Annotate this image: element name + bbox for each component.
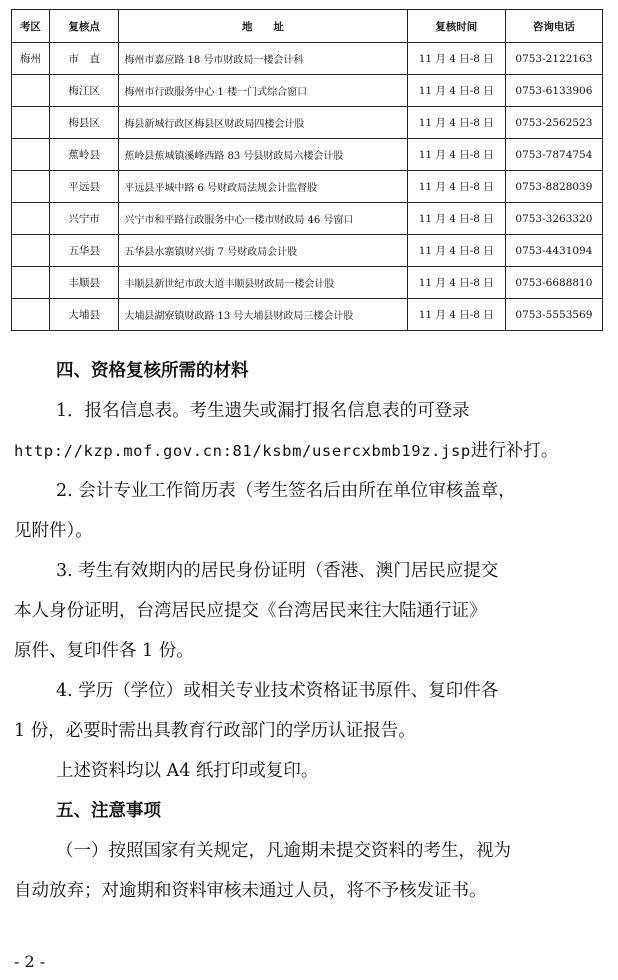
cell-address: 梅州市行政服务中心 1 楼一门式综合窗口 bbox=[119, 75, 407, 107]
cell-address: 兴宁市和平路行政服务中心一楼市财政局 46 号窗口 bbox=[119, 203, 407, 235]
cell-address: 梅县新城行政区梅县区财政局四楼会计股 bbox=[119, 107, 407, 139]
table-row bbox=[12, 235, 603, 267]
cell-point: 蕉岭县 bbox=[49, 139, 119, 171]
header-point: 复核点 bbox=[49, 10, 119, 43]
notice-p1-line2: 自动放弃；对逾期和资料审核未通过人员，将不予核发证书。 bbox=[14, 881, 487, 901]
cell-area bbox=[12, 299, 50, 331]
cell-phone: 0753-6133906 bbox=[505, 75, 602, 107]
header-phone: 咨询电话 bbox=[505, 10, 602, 43]
cell-phone: 0753-7874754 bbox=[505, 139, 602, 171]
item2-line1: 2. 会计专业工作简历表（考生签名后由所在单位审核盖章， bbox=[56, 481, 516, 501]
cell-area bbox=[12, 267, 50, 299]
header-area: 考区 bbox=[12, 10, 50, 43]
cell-phone: 0753-5553569 bbox=[505, 299, 602, 331]
cell-address: 蕉岭县蕉城镇溪峰西路 83 号县财政局六楼会计股 bbox=[119, 139, 407, 171]
cell-point: 梅县区 bbox=[49, 107, 119, 139]
item3-line2: 本人身份证明，台湾居民应提交《台湾居民来往大陆通行证》 bbox=[14, 601, 487, 621]
item1-suffix: 进行补打。 bbox=[470, 441, 559, 461]
cell-area bbox=[12, 107, 50, 139]
review-points-table bbox=[11, 9, 603, 331]
header-time: 复核时间 bbox=[407, 10, 505, 43]
cell-address: 五华县水寨镇财兴街 7 号财政局会计股 bbox=[119, 235, 407, 267]
cell-phone: 0753-3263320 bbox=[505, 203, 602, 235]
notice-p1-line1: （一）按照国家有关规定，凡逾期未提交资料的考生，视为 bbox=[56, 841, 511, 861]
document-body bbox=[14, 351, 606, 911]
cell-point: 丰顺县 bbox=[49, 267, 119, 299]
table-row bbox=[12, 299, 603, 331]
table-row bbox=[12, 171, 603, 203]
cell-time: 11 月 4 日-8 日 bbox=[407, 107, 505, 139]
cell-address: 平远县平城中路 6 号财政局法规会计监督股 bbox=[119, 171, 407, 203]
item4-line1: 4. 学历（学位）或相关专业技术资格证书原件、复印件各 bbox=[56, 681, 499, 701]
cell-point: 五华县 bbox=[49, 235, 119, 267]
cell-area bbox=[12, 171, 50, 203]
table-row bbox=[12, 203, 603, 235]
materials-note: 上述资料均以 A4 纸打印或复印。 bbox=[56, 761, 319, 781]
item2-line2: 见附件）。 bbox=[14, 521, 93, 541]
section5-heading: 五、注意事项 bbox=[56, 801, 161, 821]
cell-time: 11 月 4 日-8 日 bbox=[407, 43, 505, 75]
cell-point: 大埔县 bbox=[49, 299, 119, 331]
table-row bbox=[12, 267, 603, 299]
cell-address: 大埔县湖寮镇财政路 13 号大埔县财政局三楼会计股 bbox=[119, 299, 407, 331]
cell-area bbox=[12, 203, 50, 235]
table-header-row bbox=[12, 10, 603, 43]
header-address: 地 址 bbox=[119, 10, 407, 43]
cell-area bbox=[12, 75, 50, 107]
cell-phone: 0753-4431094 bbox=[505, 235, 602, 267]
cell-phone: 0753-6688810 bbox=[505, 267, 602, 299]
table-row bbox=[12, 139, 603, 171]
cell-address: 梅州市嘉应路 18 号市财政局一楼会计科 bbox=[119, 43, 407, 75]
item3-line3: 原件、复印件各 1 份。 bbox=[14, 641, 194, 661]
cell-time: 11 月 4 日-8 日 bbox=[407, 299, 505, 331]
cell-phone: 0753-8828039 bbox=[505, 171, 602, 203]
cell-point: 兴宁市 bbox=[49, 203, 119, 235]
cell-time: 11 月 4 日-8 日 bbox=[407, 267, 505, 299]
cell-area bbox=[12, 139, 50, 171]
item3-line1: 3. 考生有效期内的居民身份证明（香港、澳门居民应提交 bbox=[56, 561, 499, 581]
cell-point: 平远县 bbox=[49, 171, 119, 203]
cell-point: 梅江区 bbox=[49, 75, 119, 107]
cell-time: 11 月 4 日-8 日 bbox=[407, 235, 505, 267]
item1-line2 bbox=[14, 431, 606, 471]
cell-address: 丰顺县新世纪市政大道丰顺县财政局一楼会计股 bbox=[119, 267, 407, 299]
table-row bbox=[12, 75, 603, 107]
cell-time: 11 月 4 日-8 日 bbox=[407, 171, 505, 203]
cell-time: 11 月 4 日-8 日 bbox=[407, 139, 505, 171]
cell-phone: 0753-2562523 bbox=[505, 107, 602, 139]
section4-heading: 四、资格复核所需的材料 bbox=[56, 361, 249, 381]
item1-line1: 1．报名信息表。考生遗失或漏打报名信息表的可登录 bbox=[56, 401, 470, 421]
cell-phone: 0753-2122163 bbox=[505, 43, 602, 75]
page-number: - 2 - bbox=[14, 952, 46, 971]
cell-area: 梅州 bbox=[12, 43, 50, 75]
cell-time: 11 月 4 日-8 日 bbox=[407, 203, 505, 235]
review-points-table-container bbox=[11, 9, 603, 331]
exam-url-link[interactable]: http://kzp.mof.gov.cn:81/ksbm/usercxbmb19z.jsp bbox=[14, 442, 471, 460]
table-row bbox=[12, 43, 603, 75]
cell-point: 市 直 bbox=[49, 43, 119, 75]
item4-line2: 1 份，必要时需出具教育行政部门的学历认证报告。 bbox=[14, 721, 416, 741]
cell-area bbox=[12, 235, 50, 267]
table-row bbox=[12, 107, 603, 139]
cell-time: 11 月 4 日-8 日 bbox=[407, 75, 505, 107]
